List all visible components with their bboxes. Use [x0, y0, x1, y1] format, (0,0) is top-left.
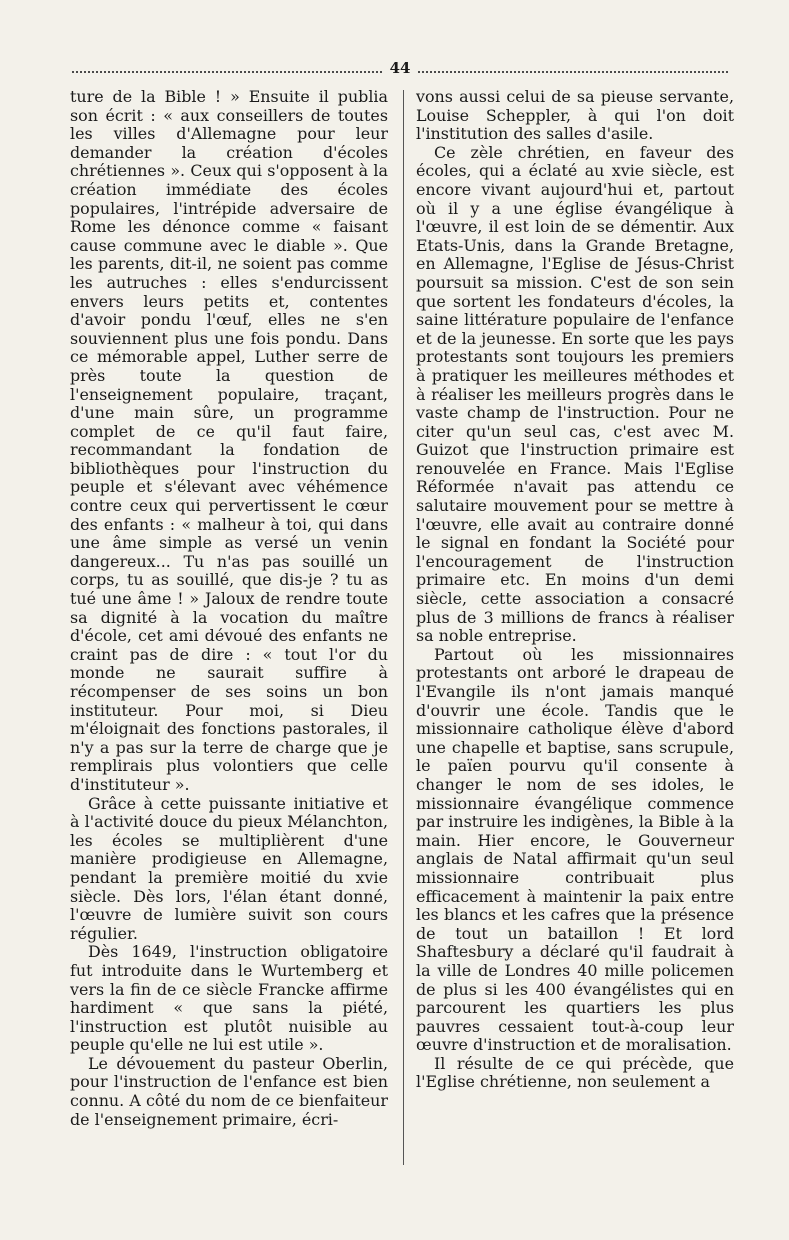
- paragraph: ture de la Bible ! » Ensuite il publia son écrit : « aux conseillers de toutes les villes d'Allemagne pour leur demander la création d'écoles chrétiennes ». Ceux qui s'opposent à la création immédiate des écoles populaires, l'intrépide adversaire de Rome les dénonce comme « faisant cause commune avec le diable ». Que les parents, dit-il, ne soient pas comme les autruches : elles s'endurcissent envers leurs petits et, contentes d'avoir pondu l'œuf, elles ne s'en souviennent plus une fois pondu. Dans ce mémorable appel, Luther serre de près toute la question de l'enseignement populaire, traçant, d'une main sûre, un programme complet de ce qu'il faut faire, recommandant la fondation de bibliothèques pour l'instruction du peuple et s'élevant avec véhémence contre ceux qui pervertissent le cœur des enfants : « malheur à toi, qui dans une âme simple as versé un venin dangereux... Tu n'as pas souillé un corps, tu as souillé, que dis-je ? tu as tué une âme ! » Jaloux de rendre toute sa dignité à la vocation du maître d'école, cet ami dévoué des enfants ne craint pas de dire : « tout l'or du monde ne saurait suffire à récompenser de ses soins un bon instituteur. Pour moi, si Dieu m'éloignait des fonctions pastorales, il n'y a pas sur la terre de charge que je remplirais plus volontiers que celle d'instituteur ».: [70, 87, 388, 794]
- paragraph: vons aussi celui de sa pieuse servante, Louise Scheppler, à qui l'on doit l'institution des salles d'asile.: [416, 87, 734, 144]
- text-body: [70, 88, 734, 1198]
- page-number: 44: [389, 59, 411, 77]
- paragraph: Dès 1649, l'instruction obligatoire fut introduite dans le Wurtemberg et vers la fin de ce siècle Francke affirme hardiment « que sans la piété, l'instruction est plutôt nuisible au peuple qu'elle ne lui est utile ».: [70, 942, 388, 1055]
- paragraph: Grâce à cette puissante initiative et à l'activité douce du pieux Mélanchton, les écoles se multiplièrent d'une manière prodigieuse en Allemagne, pendant la première moitié du xvie siècle. Dès lors, l'élan étant donné, l'œuvre de lumière suivit son cours régulier.: [70, 793, 388, 943]
- page-header: [72, 58, 728, 82]
- right-column: [416, 88, 734, 1198]
- paragraph: Ce zèle chrétien, en faveur des écoles, qui a éclaté au xvie siècle, est encore vivant aujourd'hui et, partout où il y a une église évangélique à l'œuvre, il est loin de se démentir. Aux Etats-Unis, dans la Grande Bretagne, en Allemagne, l'Eglise de Jésus-Christ poursuit sa mission. C'est de son sein que sortent les fondateurs d'écoles, la saine littérature populaire de l'enfance et de la jeunesse. En sorte que les pays protestants sont toujours les premiers à pratiquer les meilleures méthodes et à réaliser les meilleurs progrès dans le vaste champ de l'instruction. Pour ne citer qu'un seul cas, c'est avec M. Guizot que l'instruction primaire est renouvelée en France. Mais l'Eglise Réformée n'avait pas attendu ce salutaire mouvement pour se mettre à l'œuvre, elle avait au contraire donné le signal en fondant la Société pour l'encouragement de l'instruction primaire etc. En moins d'un demi siècle, cette association a consacré plus de 3 millions de francs à réaliser sa noble entreprise.: [416, 142, 734, 646]
- left-column: [70, 88, 388, 1198]
- header-rule-left: [72, 71, 382, 73]
- paragraph: Partout où les missionnaires protestants ont arboré le drapeau de l'Evangile ils n'ont jamais manqué d'ouvrir une école. Tandis que le missionnaire catholique élève d'abord une chapelle et baptise, sans scrupule, le païen pourvu qu'il consente à changer le nom de ses idoles, le missionnaire évangélique commence par instruire les indigènes, la Bible à la main. Hier encore, le Gouverneur anglais de Natal affirmait qu'un seul missionnaire contribuait plus efficacement à maintenir la paix entre les blancs et les cafres que la présence de tout un bataillon ! Et lord Shaftesbury a déclaré qu'il faudrait à la ville de Londres 40 mille policemen de plus si les 400 évangélistes qui en parcourent les quartiers les plus pauvres cessaient tout-à-coup leur œuvre d'instruction et de moralisation.: [416, 644, 735, 1055]
- header-rule-right: [418, 71, 728, 73]
- paragraph: Le dévouement du pasteur Oberlin, pour l'instruction de l'enfance est bien connu. A côté du nom de ce bienfaiteur de l'enseignement primaire, écri-: [70, 1053, 388, 1129]
- paragraph: Il résulte de ce qui précède, que l'Eglise chrétienne, non seulement a: [416, 1053, 734, 1092]
